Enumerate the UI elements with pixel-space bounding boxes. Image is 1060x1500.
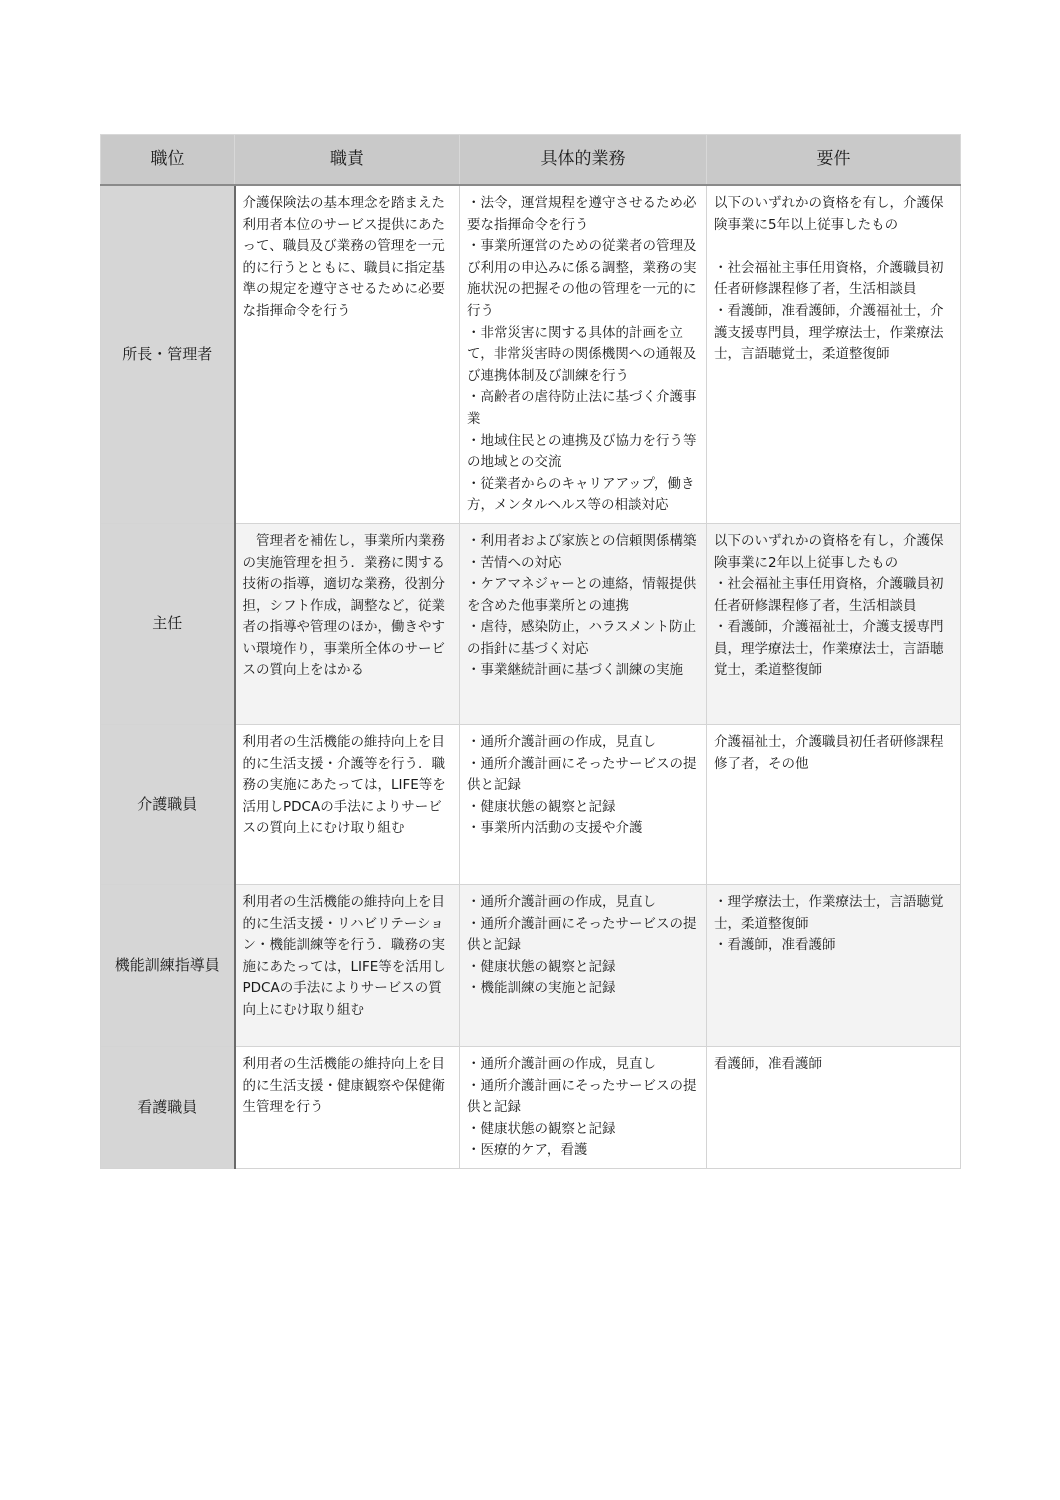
header-duty: 職責 [235, 135, 460, 186]
requirement-cell: 介護福祉士，介護職員初任者研修課程修了者，その他 [707, 724, 961, 884]
duty-cell: 利用者の生活機能の維持向上を目的に生活支援・リハビリテーション・機能訓練等を行う．職務の実施にあたっては，LIFE等を活用しPDCAの手法によりサービスの質向上にむけ取り組む [235, 884, 460, 1046]
position-cell: 機能訓練指導員 [101, 884, 235, 1046]
duty-cell: 介護保険法の基本理念を踏まえた利用者本位のサービス提供にあたって、職員及び業務の管理を一元的に行うとともに、職員に指定基準の規定を遵守させるために必要な指揮命令を行う [235, 185, 460, 523]
requirement-cell: 以下のいずれかの資格を有し，介護保険事業に2年以上従事したもの ・社会福祉主事任用資格，介護職員初任者研修課程修了者，生活相談員 ・看護師，介護福祉士，介護支援専門員，理学療法士，作業療法士，言語聴覚士，柔道整復師 [707, 523, 961, 724]
work-cell: ・通所介護計画の作成，見直し ・通所介護計画にそったサービスの提供と記録 ・健康状態の観察と記録 ・事業所内活動の支援や介護 [460, 724, 707, 884]
table-row [101, 724, 961, 884]
work-cell: ・利用者および家族との信頼関係構築 ・苦情への対応 ・ケアマネジャーとの連絡，情報提供を含めた他事業所との連携 ・虐待，感染防止，ハラスメント防止の指針に基づく対応 ・事業継続計画に基づく訓練の実施 [460, 523, 707, 724]
table-row [101, 1046, 961, 1168]
table-row [101, 884, 961, 1046]
table-row [101, 523, 961, 724]
position-cell: 看護職員 [101, 1046, 235, 1168]
job-roles-table [100, 134, 961, 1169]
duty-cell: 利用者の生活機能の維持向上を目的に生活支援・健康観察や保健衛生管理を行う [235, 1046, 460, 1168]
requirement-cell: 看護師，准看護師 [707, 1046, 961, 1168]
position-cell: 介護職員 [101, 724, 235, 884]
duty-cell: 利用者の生活機能の維持向上を目的に生活支援・介護等を行う．職務の実施にあたっては，LIFE等を活用しPDCAの手法によりサービスの質向上にむけ取り組む [235, 724, 460, 884]
header-work: 具体的業務 [460, 135, 707, 186]
work-cell: ・法令，運営規程を遵守させるため必要な指揮命令を行う ・事業所運営のための従業者の管理及び利用の申込みに係る調整，業務の実施状況の把握その他の管理を一元的に行う ・非常災害に関する具体的計画を立て，非常災害時の関係機関への通報及び連携体制及び訓練を行う ・高齢者の虐待防止法に基づく介護事業 ・地域住民との連携及び協力を行う等の地域との交流 ・従業者からのキャリアアップ，働き方，メンタルヘルス等の相談対応 [460, 185, 707, 523]
work-cell: ・通所介護計画の作成，見直し ・通所介護計画にそったサービスの提供と記録 ・健康状態の観察と記録 ・機能訓練の実施と記録 [460, 884, 707, 1046]
duty-cell: 管理者を補佐し，事業所内業務の実施管理を担う．業務に関する技術の指導，適切な業務，役割分担，シフト作成，調整など，従業者の指導や管理のほか，働きやすい環境作り，事業所全体のサービスの質向上をはかる [235, 523, 460, 724]
header-requirement: 要件 [707, 135, 961, 186]
table-body [101, 185, 961, 1168]
table-header [101, 135, 961, 186]
header-row [101, 135, 961, 186]
requirement-cell: 以下のいずれかの資格を有し，介護保険事業に5年以上従事したもの ・社会福祉主事任用資格，介護職員初任者研修課程修了者，生活相談員 ・看護師，准看護師，介護福祉士，介護支援専門員，理学療法士，作業療法士，言語聴覚士，柔道整復師 [707, 185, 961, 523]
table-row [101, 185, 961, 523]
requirement-cell: ・理学療法士，作業療法士，言語聴覚士，柔道整復師 ・看護師，准看護師 [707, 884, 961, 1046]
header-position: 職位 [101, 135, 235, 186]
work-cell: ・通所介護計画の作成，見直し ・通所介護計画にそったサービスの提供と記録 ・健康状態の観察と記録 ・医療的ケア，看護 [460, 1046, 707, 1168]
position-cell: 所長・管理者 [101, 185, 235, 523]
position-cell: 主任 [101, 523, 235, 724]
